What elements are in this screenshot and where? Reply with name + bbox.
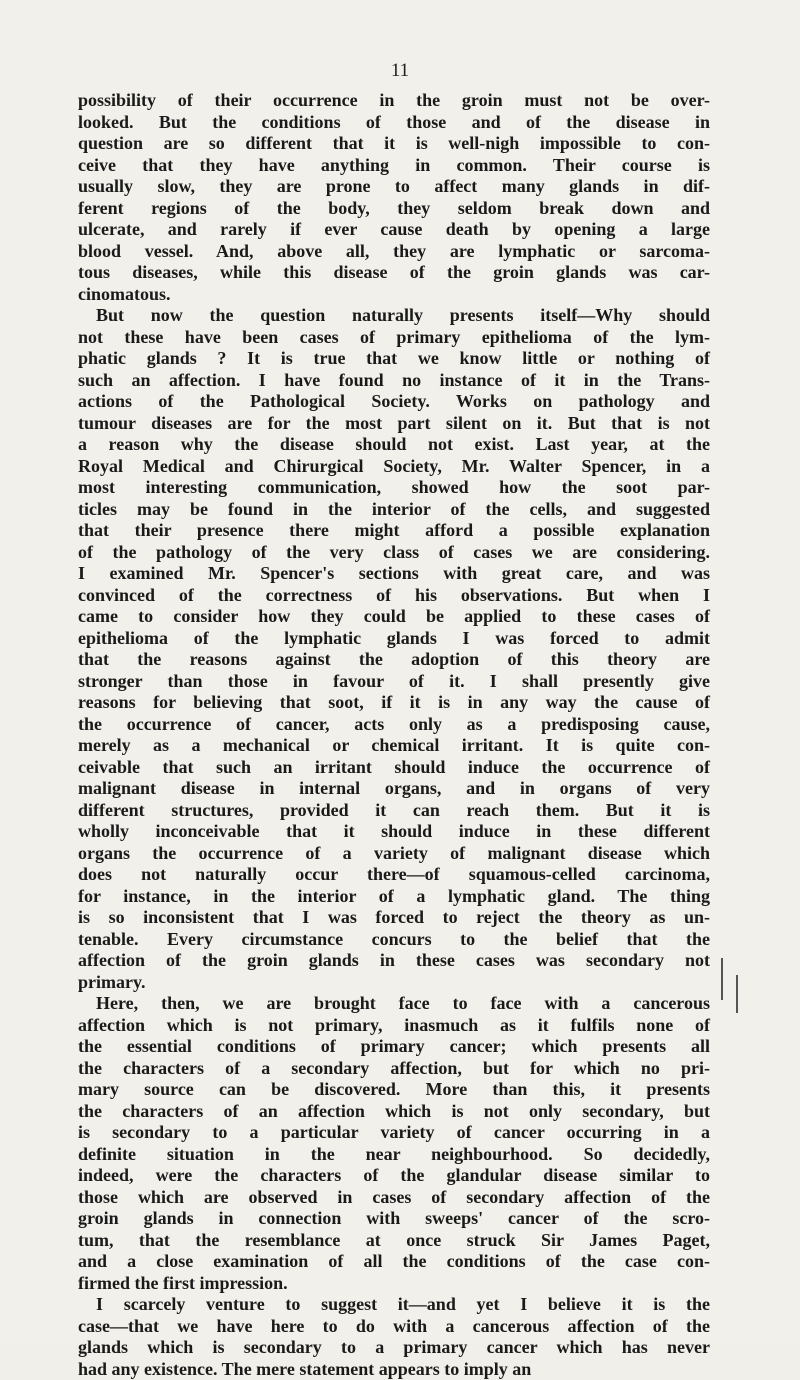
paragraph: [78, 993, 710, 1294]
text-line: indeed, were the characters of the glandular disease similar to: [78, 1165, 710, 1187]
text-line: Here, then, we are brought face to face with a cancerous: [78, 993, 710, 1015]
text-line: definite situation in the near neighbourhood. So decidedly,: [78, 1144, 710, 1166]
text-line: the characters of an affection which is not only secondary, but: [78, 1101, 710, 1123]
text-line: that their presence there might afford a possible explanation: [78, 520, 710, 542]
text-line: does not naturally occur there—of squamous-celled carcinoma,: [78, 864, 710, 886]
text-line: ceivable that such an irritant should induce the occurrence of: [78, 757, 710, 779]
page-number: 11: [0, 60, 800, 82]
text-line: case—that we have here to do with a cancerous affection of the: [78, 1316, 710, 1338]
text-line: affection which is not primary, inasmuch as it fulfils none of: [78, 1015, 710, 1037]
text-line: ceive that they have anything in common. Their course is: [78, 155, 710, 177]
text-line: the characters of a secondary affection, but for which no pri-: [78, 1058, 710, 1080]
text-line: primary.: [78, 972, 710, 994]
margin-mark: [736, 975, 738, 1013]
text-line: of the pathology of the very class of cases we are considering.: [78, 542, 710, 564]
text-line: tum, that the resemblance at once struck Sir James Paget,: [78, 1230, 710, 1252]
text-line: convinced of the correctness of his observations. But when I: [78, 585, 710, 607]
text-line: tous diseases, while this disease of the groin glands was car-: [78, 262, 710, 284]
text-line: But now the question naturally presents itself—Why should: [78, 305, 710, 327]
paragraph: [78, 1294, 710, 1380]
text-line: tumour diseases are for the most part silent on it. But that is not: [78, 413, 710, 435]
text-line: had any existence. The mere statement appears to imply an: [78, 1359, 710, 1380]
text-line: organs the occurrence of a variety of malignant disease which: [78, 843, 710, 865]
text-line: malignant disease in internal organs, and in organs of very: [78, 778, 710, 800]
text-line: I scarcely venture to suggest it—and yet I believe it is the: [78, 1294, 710, 1316]
text-line: usually slow, they are prone to affect many glands in dif-: [78, 176, 710, 198]
text-line: most interesting communication, showed how the soot par-: [78, 477, 710, 499]
text-line: Royal Medical and Chirurgical Society, Mr. Walter Spencer, in a: [78, 456, 710, 478]
paragraph: [78, 305, 710, 993]
text-line: came to consider how they could be applied to these cases of: [78, 606, 710, 628]
text-line: is secondary to a particular variety of cancer occurring in a: [78, 1122, 710, 1144]
paragraph: [78, 90, 710, 305]
text-line: tenable. Every circumstance concurs to the belief that the: [78, 929, 710, 951]
text-line: for instance, in the interior of a lymphatic gland. The thing: [78, 886, 710, 908]
text-line: question are so different that it is well-nigh impossible to con-: [78, 133, 710, 155]
text-line: the essential conditions of primary cancer; which presents all: [78, 1036, 710, 1058]
text-line: ulcerate, and rarely if ever cause death by opening a large: [78, 219, 710, 241]
text-line: those which are observed in cases of secondary affection of the: [78, 1187, 710, 1209]
text-line: that the reasons against the adoption of this theory are: [78, 649, 710, 671]
text-line: reasons for believing that soot, if it is in any way the cause of: [78, 692, 710, 714]
text-line: mary source can be discovered. More than this, it presents: [78, 1079, 710, 1101]
text-line: is so inconsistent that I was forced to reject the theory as un-: [78, 907, 710, 929]
text-line: glands which is secondary to a primary cancer which has never: [78, 1337, 710, 1359]
text-line: looked. But the conditions of those and of the disease in: [78, 112, 710, 134]
text-line: blood vessel. And, above all, they are lymphatic or sarcoma-: [78, 241, 710, 263]
text-line: I examined Mr. Spencer's sections with great care, and was: [78, 563, 710, 585]
text-line: and a close examination of all the conditions of the case con-: [78, 1251, 710, 1273]
text-line: the occurrence of cancer, acts only as a predisposing cause,: [78, 714, 710, 736]
text-line: not these have been cases of primary epithelioma of the lym-: [78, 327, 710, 349]
text-line: different structures, provided it can reach them. But it is: [78, 800, 710, 822]
text-line: wholly inconceivable that it should induce in these different: [78, 821, 710, 843]
text-line: possibility of their occurrence in the groin must not be over-: [78, 90, 710, 112]
text-line: cinomatous.: [78, 284, 710, 306]
text-line: phatic glands ? It is true that we know little or nothing of: [78, 348, 710, 370]
text-line: ticles may be found in the interior of the cells, and suggested: [78, 499, 710, 521]
margin-mark: [721, 958, 723, 1000]
text-line: epithelioma of the lymphatic glands I was forced to admit: [78, 628, 710, 650]
text-line: actions of the Pathological Society. Works on pathology and: [78, 391, 710, 413]
text-line: such an affection. I have found no instance of it in the Trans-: [78, 370, 710, 392]
text-line: merely as a mechanical or chemical irritant. It is quite con-: [78, 735, 710, 757]
text-line: ferent regions of the body, they seldom break down and: [78, 198, 710, 220]
body-text: [78, 90, 710, 1380]
text-line: affection of the groin glands in these cases was secondary not: [78, 950, 710, 972]
text-line: stronger than those in favour of it. I shall presently give: [78, 671, 710, 693]
text-line: a reason why the disease should not exist. Last year, at the: [78, 434, 710, 456]
text-line: firmed the first impression.: [78, 1273, 710, 1295]
text-line: groin glands in connection with sweeps' cancer of the scro-: [78, 1208, 710, 1230]
